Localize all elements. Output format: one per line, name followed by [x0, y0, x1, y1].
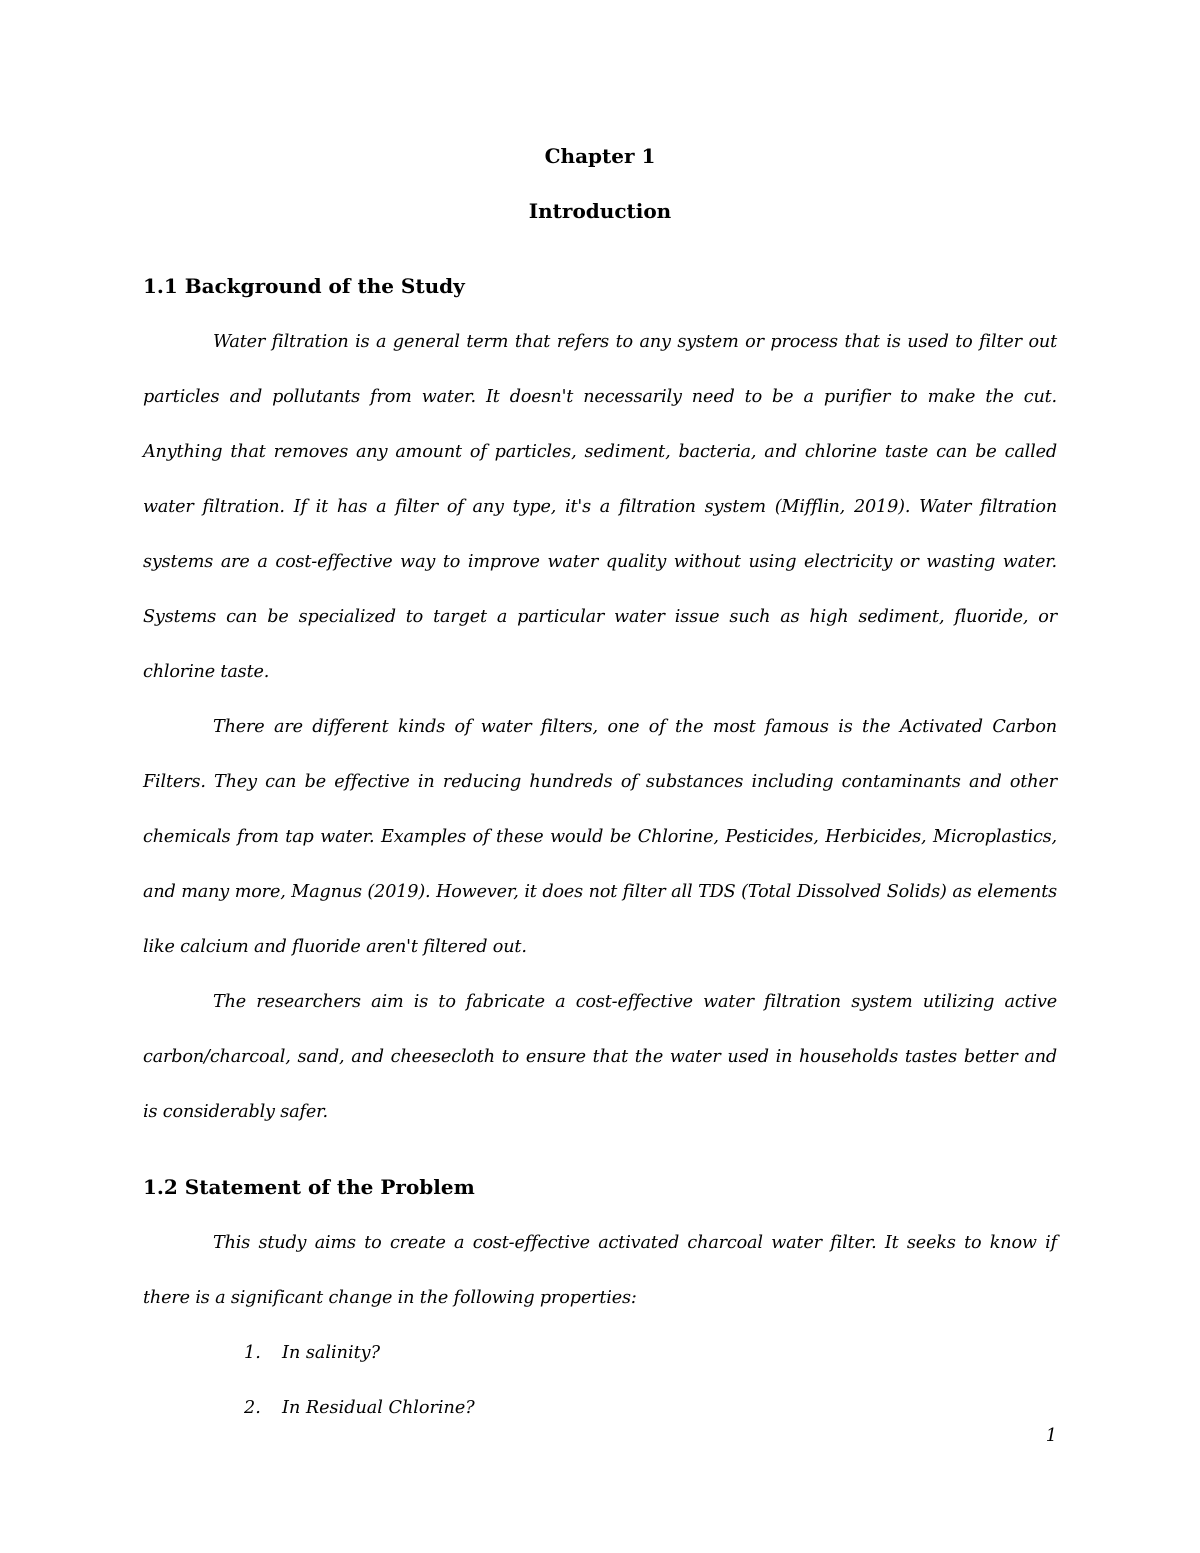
page-number: 1: [1045, 1426, 1057, 1446]
paragraph-background-3: The researchers aim is to fabricate a cost-effective water filtration system utilizing active carbon/charcoal, sand, and cheesecloth to ensure that the water used in households tastes better and is considerably safer.: [143, 992, 1057, 1122]
paragraph-problem-1: This study aims to create a cost-effective activated charcoal water filter. It seeks to know if there is a significant change in the following properties:: [143, 1233, 1057, 1308]
list-item-text: In salinity?: [282, 1343, 381, 1363]
section-heading-background: 1.1 Background of the Study: [143, 274, 465, 298]
section-heading-problem: 1.2 Statement of the Problem: [143, 1175, 475, 1199]
list-item-number: 1.: [244, 1343, 261, 1363]
list-item: [244, 1381, 475, 1436]
paragraph-background-1: Water filtration is a general term that refers to any system or process that is used to filter out particles and pollutants from water. It doesn't necessarily need to be a purifier to make the cut. Anything that removes any amount of particles, sediment, bacteria, and chlorine taste can be called water filtration. If it has a filter of any type, it's a filtration system (Mifflin, 2019). Water filtration systems are a cost-effective way to improve water quality without using electricity or wasting water. Systems can be specialized to target a particular water issue such as high sediment, fluoride, or chlorine taste.: [143, 332, 1057, 682]
problem-list: [244, 1326, 475, 1436]
chapter-title: Chapter 1: [544, 144, 656, 168]
list-item-text: In Residual Chlorine?: [282, 1398, 475, 1418]
chapter-subtitle: Introduction: [528, 199, 672, 223]
paragraph-background-2: There are different kinds of water filters, one of the most famous is the Activated Carbon Filters. They can be effective in reducing hundreds of substances including contaminants and other chemicals from tap water. Examples of these would be Chlorine, Pesticides, Herbicides, Microplastics, and many more, Magnus (2019). However, it does not filter all TDS (Total Dissolved Solids) as elements like calcium and fluoride aren't filtered out.: [143, 717, 1057, 957]
list-item-number: 2.: [244, 1398, 261, 1418]
list-item: [244, 1326, 475, 1381]
